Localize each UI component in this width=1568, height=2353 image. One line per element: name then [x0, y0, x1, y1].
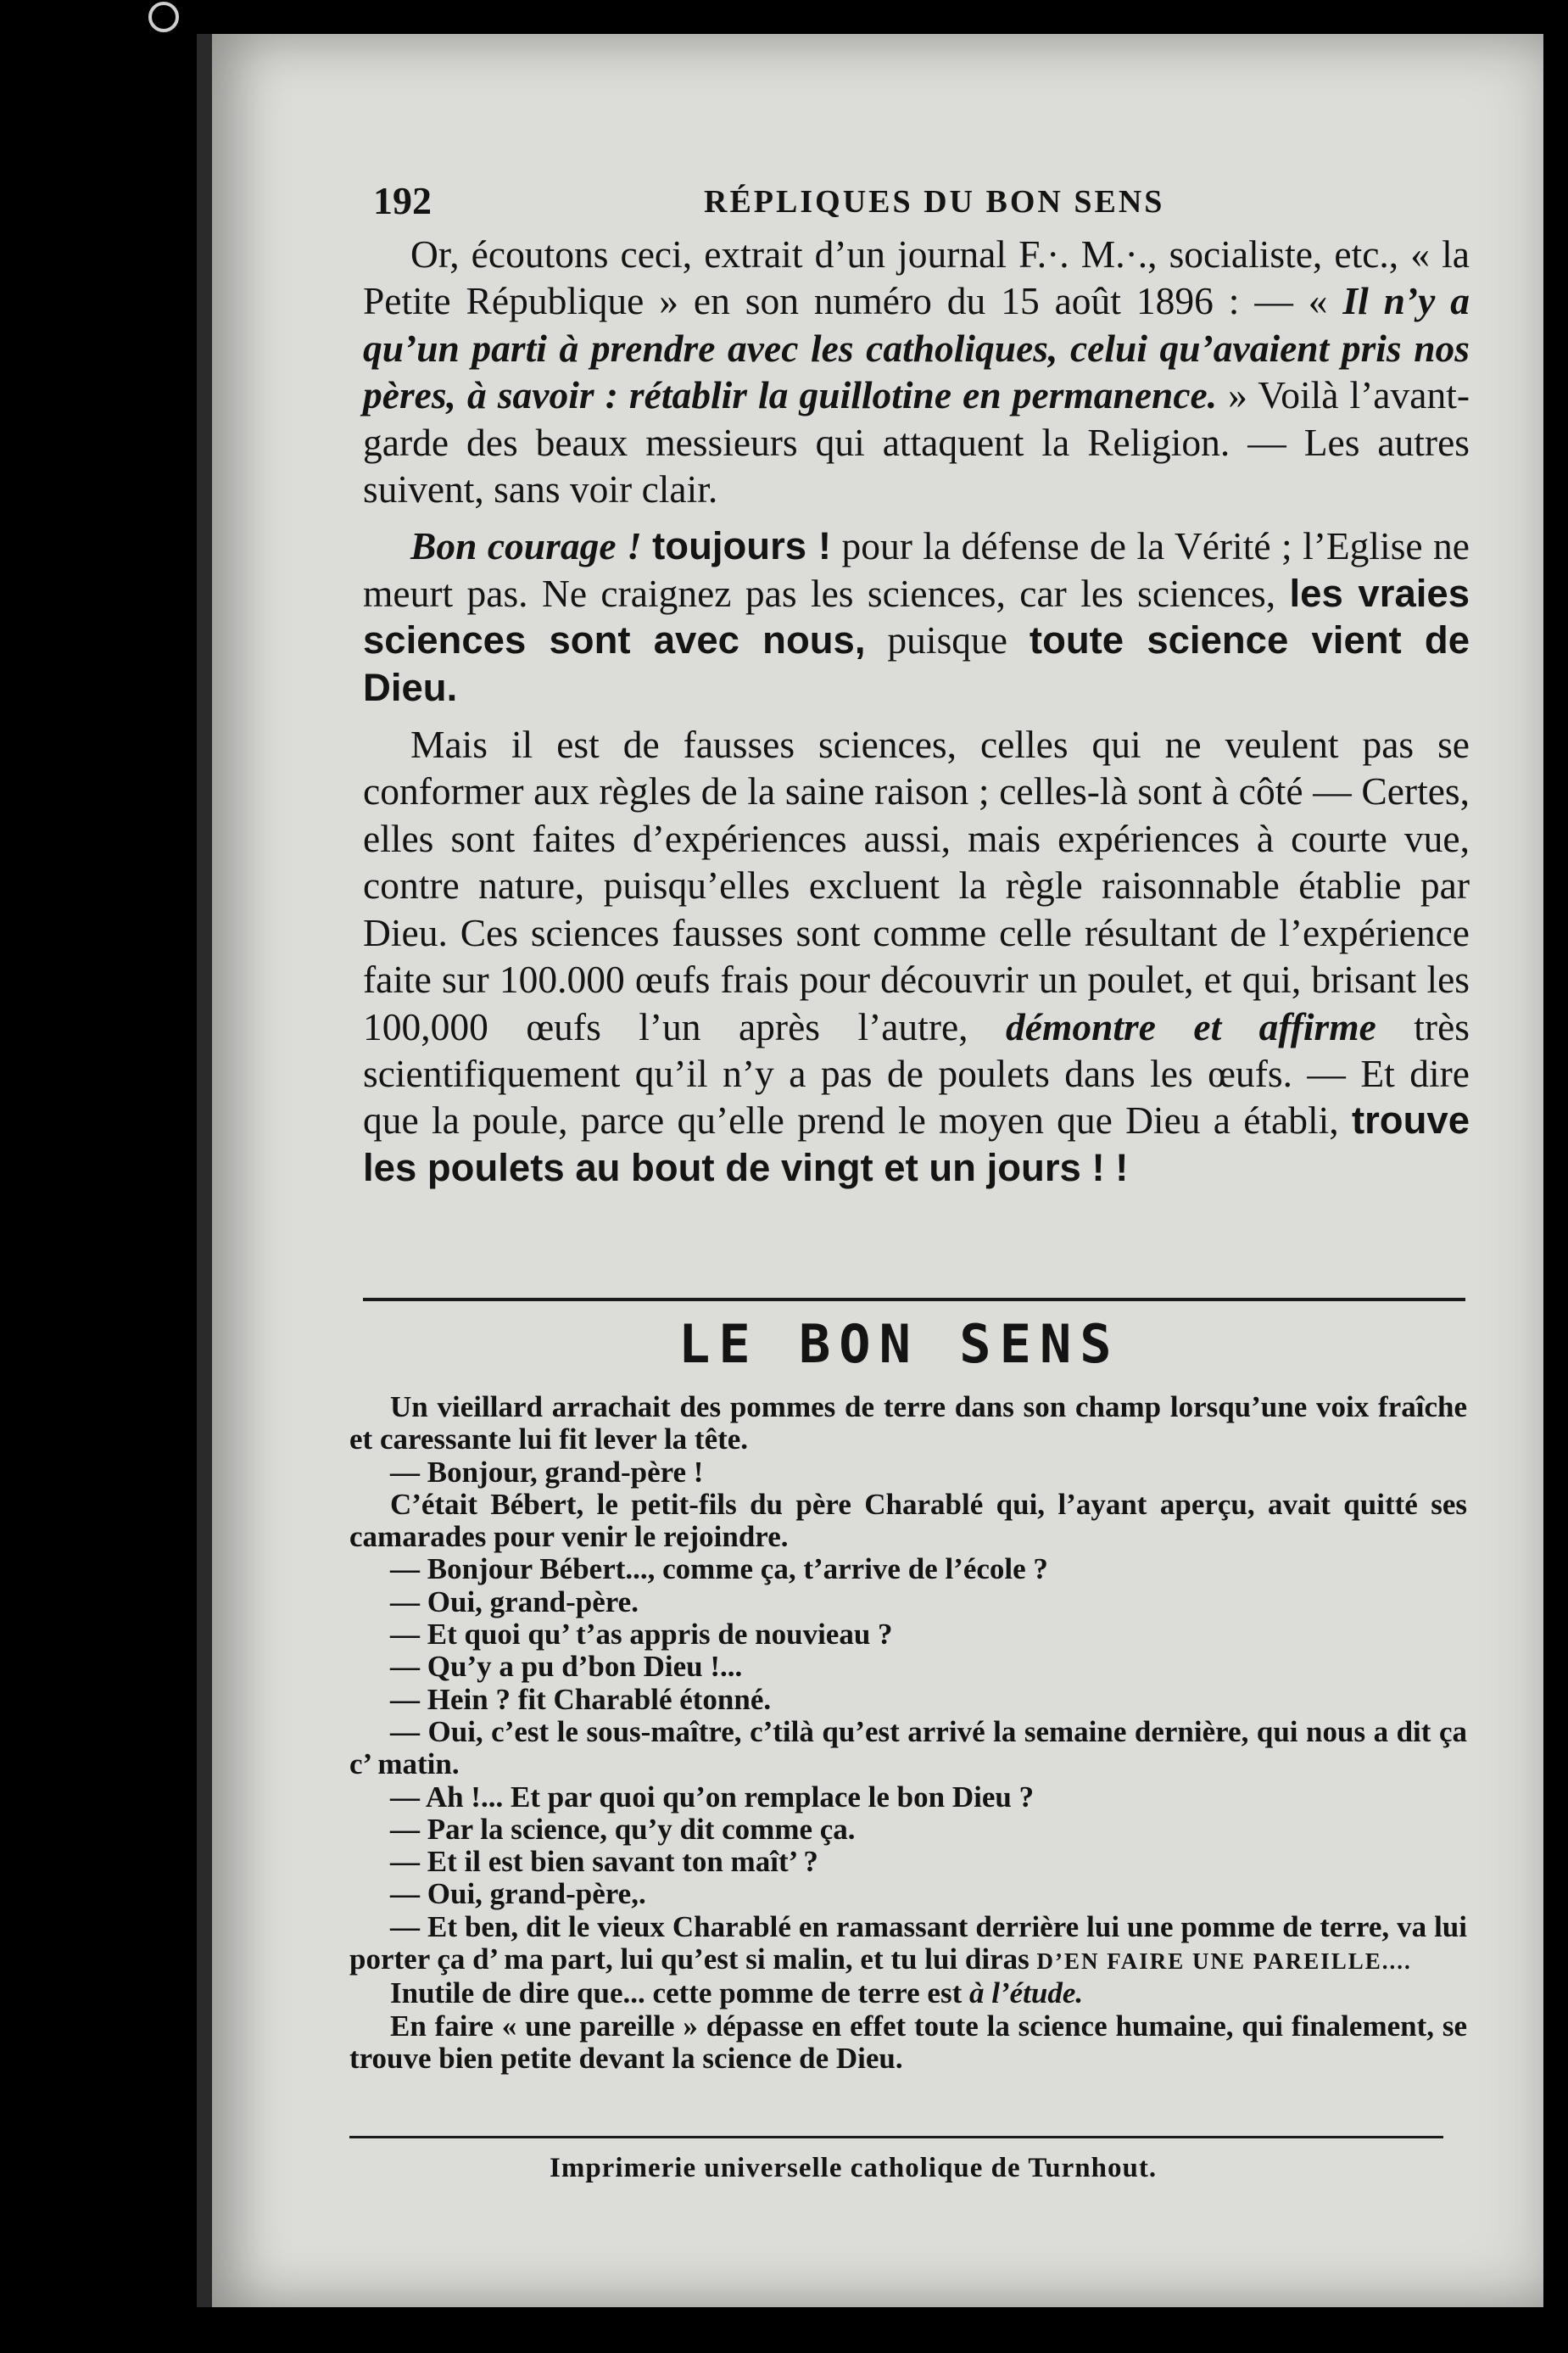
running-title: RÉPLIQUES DU BON SENS	[704, 184, 1165, 220]
paragraph-courage: Bon courage ! toujours ! pour la défense de la Vérité ; l’Eglise ne meurt pas. Ne craignez pas les sciences, car les sciences, les vraies sciences sont avec nous, puisque toute science vient de Dieu.	[363, 524, 1470, 709]
story-text	[349, 1391, 1467, 2075]
story-line: En faire « une pareille » dépasse en effet toute la science humaine, qui finalement, se trouve bien petite devant la science de Dieu.	[349, 2009, 1467, 2075]
story-line: — Hein ? fit Charablé étonné.	[390, 1682, 772, 1716]
story-line: — Et ben, dit le vieux Charablé en ramassant derrière lui une pomme de terre, va lui porter ça d’ ma part, lui qu’est si malin, et tu lui diras D’EN FAIRE UNE PAREILLE....	[349, 1909, 1467, 1976]
section-divider	[363, 1298, 1465, 1301]
page-number: 192	[373, 179, 432, 222]
printer-imprint: Imprimerie universelle catholique de Turnhout.	[550, 2153, 1158, 2183]
paragraph-false-sciences: Mais il est de fausses sciences, celles qui ne veulent pas se conformer aux règles de la saine raison ; celles-là sont à côté — Certes, elles sont faites d’expériences aussi, mais expériences à courte vue, contre nature, puisqu’elles excluent la règle raisonnable établie par Dieu. Ces sciences fausses sont comme celle résultant de l’expérience faite sur 100.000 œufs frais pour découvrir un poulet, et qui, brisant les 100,000 œufs l’un après l’autre, démontre et affirme très scientifiquement qu’il n’y a pas de poulets dans les œufs. — Et dire que la poule, parce qu’elle prend le moyen que Dieu a établi, trouve les poulets au bout de vingt et un jours ! !	[363, 723, 1470, 1189]
footer-rule	[349, 2136, 1443, 2138]
paragraph-quote: Or, écoutons ceci, extrait d’un journal F.·. M.·., socialiste, etc., « la Petite République » en son numéro du 15 août 1896 : — « Il n’y a qu’un parti à prendre avec les catholiques, celui qu’avaient pris nos pères, à savoir : rétablir la guillotine en permanence. » Voilà l’avant-garde des beaux messieurs qui attaquent la Religion. — Les autres suivent, sans voir clair.	[363, 232, 1470, 511]
story-line: — Oui, grand-père.	[390, 1585, 639, 1618]
quote-italic: Il n’y a qu’un parti à prendre avec les catholiques, celui qu’avaient pris nos pères, à savoir : rétablir la guillotine en permanence.	[363, 279, 1470, 417]
story-line: — Et quoi qu’ t’as appris de nouvieau ?	[390, 1618, 893, 1652]
story-line: — Qu’y a pu d’bon Dieu !...	[390, 1650, 743, 1684]
page-header	[373, 178, 1476, 229]
story-line: C’était Bébert, le petit-fils du père Charablé qui, l’ayant aperçu, avait quitté ses camarades pour venir le rejoindre.	[349, 1487, 1467, 1554]
story-line: — Oui, c’est le sous-maître, c’tilà qu’est arrivé la semaine dernière, qui nous a dit ça c’ matin.	[349, 1714, 1467, 1781]
story-line: — Par la science, qu’y dit comme ça.	[390, 1812, 856, 1846]
story-line: — Et il est bien savant ton maît’ ?	[390, 1845, 818, 1879]
story-line: — Oui, grand-père,.	[390, 1877, 646, 1911]
story-line: — Bonjour Bébert..., comme ça, t’arrive de l’école ?	[390, 1552, 1048, 1586]
section-heading: LE BON SENS	[678, 1313, 1120, 1375]
small-caps-text: D’EN FAIRE UNE PAREILLE....	[1036, 1948, 1412, 1975]
story-line: Un vieillard arrachait des pommes de terre dans son champ lorsqu’une voix fraîche et caressante lui fit lever la tête.	[349, 1390, 1467, 1456]
story-line: — Bonjour, grand-père !	[390, 1455, 704, 1489]
main-text	[363, 231, 1470, 1191]
story-line: Inutile de dire que... cette pomme de terre est à l’étude.	[390, 1976, 1084, 2010]
scan-corner-mark	[148, 2, 179, 32]
story-line: — Ah !... Et par quoi qu’on remplace le bon Dieu ?	[390, 1780, 1035, 1814]
